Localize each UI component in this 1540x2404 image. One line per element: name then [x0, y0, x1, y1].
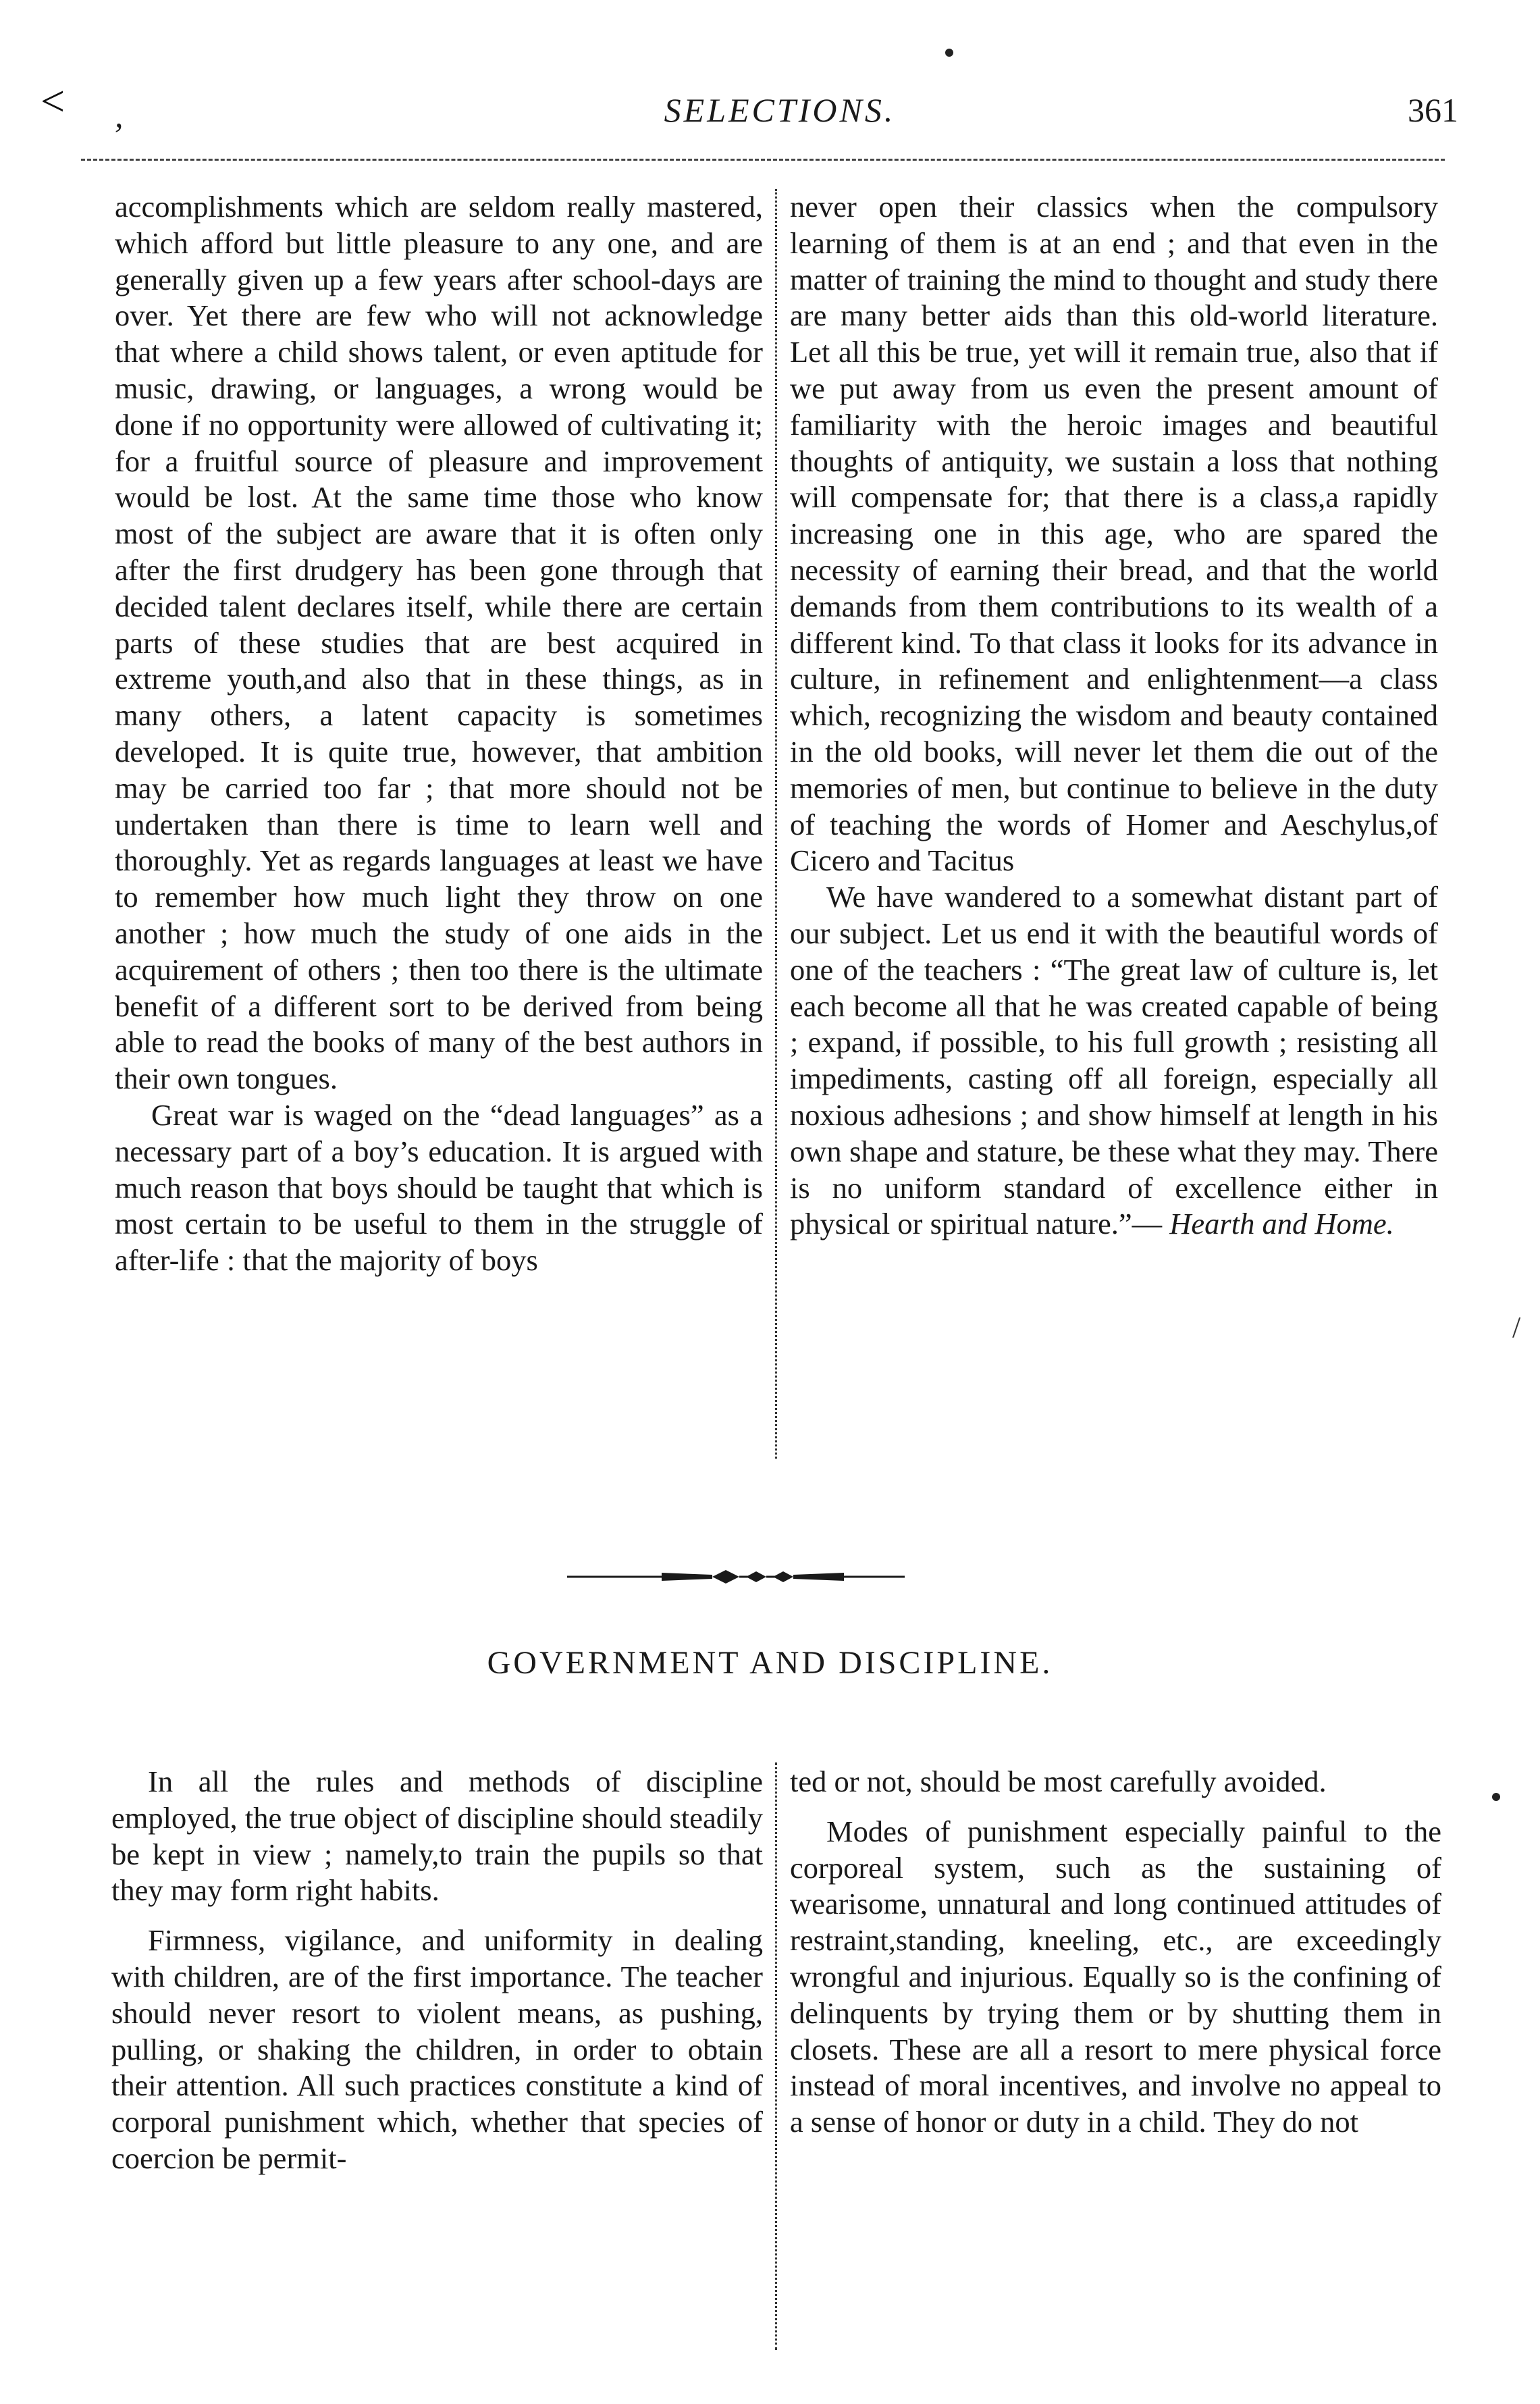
column-divider [775, 1762, 777, 2350]
column-divider [775, 189, 777, 1459]
source-credit: Hearth and Home. [1169, 1207, 1394, 1241]
paragraph: Firmness, vigilance, and uniformity in dealing with children, are of the first importance. The teacher should never resort to violent means, as pushing, pulling, or shaking the children, in order to obtain their attention. All such practices constitute a kind of corporal punishment which, whether that species of coercion be permit- [111, 1923, 763, 2175]
page-number: 361 [1408, 91, 1458, 129]
paragraph: ted or not, should be most carefully avoided. [790, 1765, 1327, 1798]
article-one-right-column [790, 189, 1438, 1243]
section-ornament [560, 1563, 911, 1590]
section-title: GOVERNMENT AND DISCIPLINE. [487, 1645, 1053, 1681]
margin-dot [945, 49, 953, 57]
article-two-right-column [790, 1764, 1441, 2141]
paragraph: never open their classics when the compulsory learning of them is at an end ; and that even in the matter of training the mind to thought and study there are many better aids than this old-world literature. Let all this be true, yet will it remain true, also that if we put away from us even the present amount of familiarity with the heroic images and beautiful thoughts of antiquity, we sustain a loss that nothing will compensate for; that there is a class,a rapidly increasing one in this age, who are spared the necessity of earning their bread, and that the world demands from them contributions to its wealth of a different kind. To that class it looks for its advance in culture, in refinement and enlightenment—a class which, recognizing the wisdom and beauty contained in the old books, will never let them die out of the memories of men, but continue to believe in the duty of teaching the words of Homer and Aeschylus,of Cicero and Tacitus [790, 190, 1438, 878]
quote-text: We have wandered to a somewhat distant part of our subject. Let us end it with the beautiful words of one of the teachers : “The great law of culture is, let each become all that he was created capable of being ; expand, if possible, to his full growth ; resisting all impediments, casting off all foreign, especially all noxious adhesions ; and show himself at length in his own shape and stature, be these what they may. There is no uniform standard of excellence either in physical or spiritual nature.”— [790, 880, 1438, 1241]
article-two-left-column [111, 1764, 763, 2177]
paragraph [790, 879, 1438, 1243]
article-one-left-column [115, 189, 763, 1279]
paragraph: Modes of punishment especially painful to the corporeal system, such as the sustaining of wearisome, unnatural and long continued attitudes of restraint,standing, kneeling, etc., are exceedingly wrongful and injurious. Equally so is the confining of delinquents by trying them or by shutting them in closets. These are all a resort to mere physical force instead of moral incentives, and involve no appeal to a sense of honor or duty in a child. They do not [790, 1814, 1441, 2139]
margin-dot [1492, 1793, 1500, 1801]
paragraph: In all the rules and methods of discipline employed, the true object of discipline should steadily be kept in view ; namely,to train the pupils so that they may form right habits. [111, 1765, 763, 1908]
page-header [101, 86, 1458, 147]
running-head: SELECTIONS. [664, 91, 896, 129]
page-edge-mark: < [41, 77, 65, 125]
paragraph: Great war is waged on the “dead languages” as a necessary part of a boy’s education. It is argued with much reason that boys should be taught that which is most certain to be useful to them in the struggle of after-life : that the majority of boys [115, 1097, 763, 1278]
header-rule [81, 159, 1445, 161]
paragraph: accomplishments which are seldom really mastered, which afford but little pleasure to any one, and are generally given up a few years after school-days are over. Yet there are few who will not acknowledge that where a child shows talent, or even aptitude for music, drawing, or languages, a wrong would be done if no opportunity were allowed of cultivating it; for a fruitful source of pleasure and improvement would be lost. At the same time those who know most of the subject are aware that it is often only after the first drudgery has been gone through that decided talent declares itself, while there are certain parts of these studies that are best acquired in extreme youth,and also that in these things, as in many others, a latent capacity is sometimes developed. It is quite true, however, that ambition may be carried too far ; that more should not be undertaken than there is time to learn well and thoroughly. Yet as regards languages at least we have to remember how much light they throw on one another ; how much the study of one aids in the acquirement of others ; then too there is the ultimate benefit of a different sort to be derived from being able to read the books of many of the best authors in their own tongues. [115, 190, 763, 1096]
header-comma: , [115, 97, 124, 134]
margin-tick: / [1512, 1311, 1521, 1344]
